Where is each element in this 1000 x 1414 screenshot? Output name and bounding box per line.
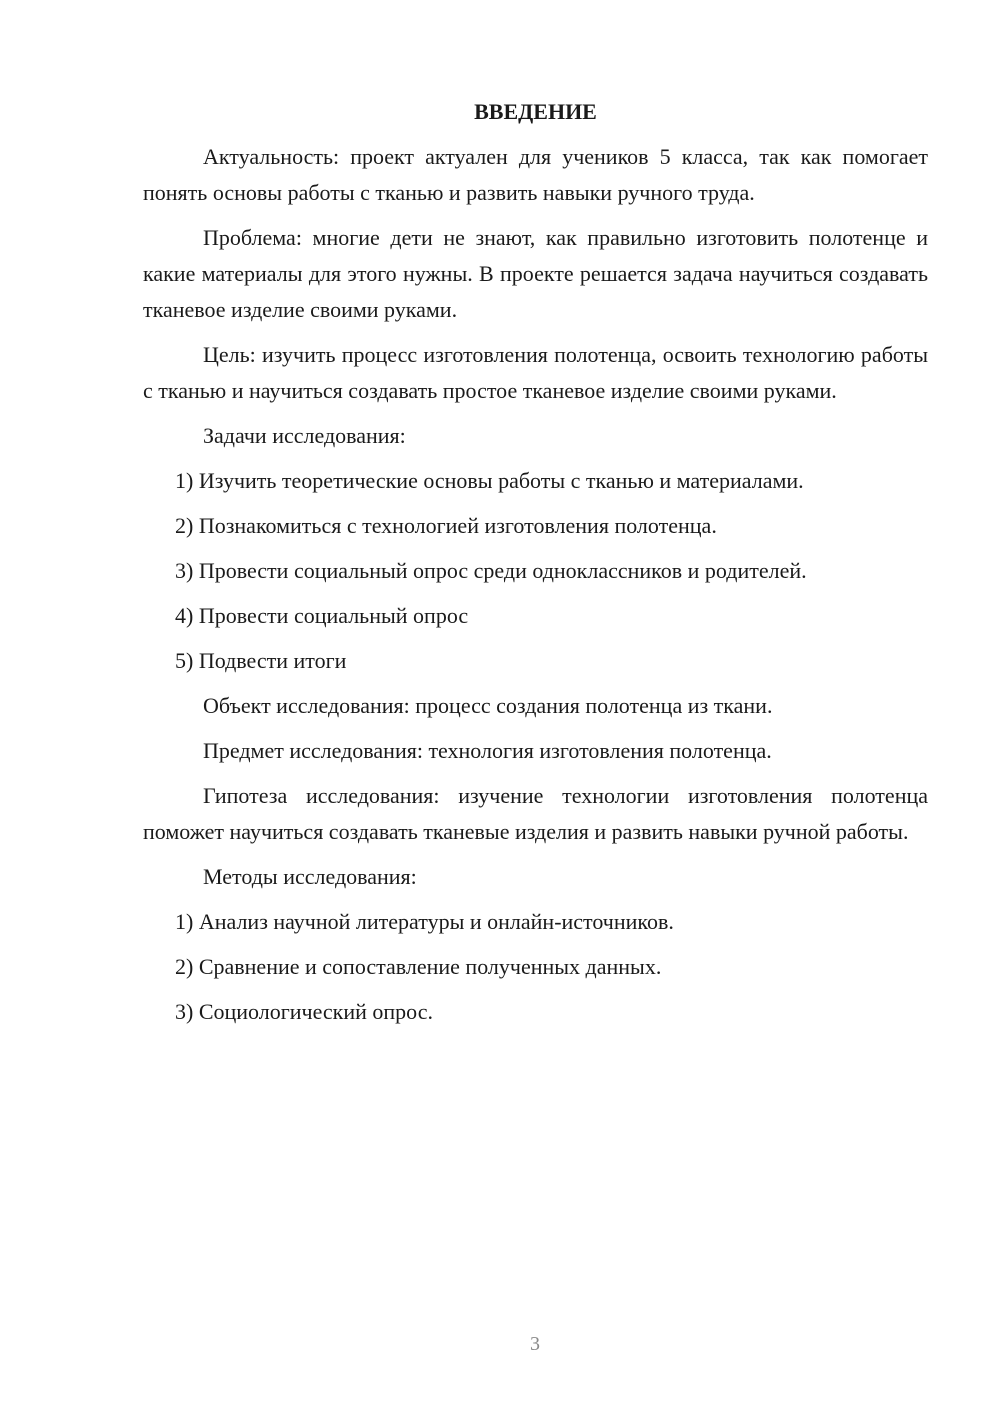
goal-paragraph: Цель: изучить процесс изготовления полотенца, освоить технологию работы с тканью и научиться создавать простое тканевое изделие своими руками. [143, 342, 928, 403]
page-number: 3 [530, 1333, 540, 1355]
hypothesis-paragraph: Гипотеза исследования: изучение технологии изготовления полотенца поможет научиться создавать тканевые изделия и развить навыки ручной работы. [143, 783, 928, 844]
task-item: 3) Провести социальный опрос среди одноклассников и родителей. [175, 558, 807, 583]
method-item: 2) Сравнение и сопоставление полученных данных. [175, 954, 662, 979]
object-paragraph: Объект исследования: процесс создания полотенца из ткани. [203, 693, 773, 718]
tasks-heading: Задачи исследования: [203, 423, 406, 448]
method-item: 3) Социологический опрос. [175, 999, 433, 1024]
relevance-paragraph: Актуальность: проект актуален для учеников 5 класса, так как помогает понять основы работы с тканью и развить навыки ручного труда. [143, 144, 928, 205]
task-item: 4) Провести социальный опрос [175, 603, 469, 628]
subject-paragraph: Предмет исследования: технология изготовления полотенца. [203, 738, 772, 763]
methods-heading: Методы исследования: [203, 864, 417, 889]
problem-paragraph: Проблема: многие дети не знают, как правильно изготовить полотенце и какие материалы для этого нужны. В проекте решается задача научиться создавать тканевое изделие своими руками. [143, 225, 928, 322]
document-body [143, 94, 928, 1030]
task-item: 2) Познакомиться с технологией изготовления полотенца. [175, 513, 717, 538]
task-item: 1) Изучить теоретические основы работы с тканью и материалами. [175, 468, 804, 493]
method-item: 1) Анализ научной литературы и онлайн-источников. [175, 909, 674, 934]
section-title: ВВЕДЕНИЕ [474, 99, 597, 124]
task-item: 5) Подвести итоги [175, 648, 347, 673]
